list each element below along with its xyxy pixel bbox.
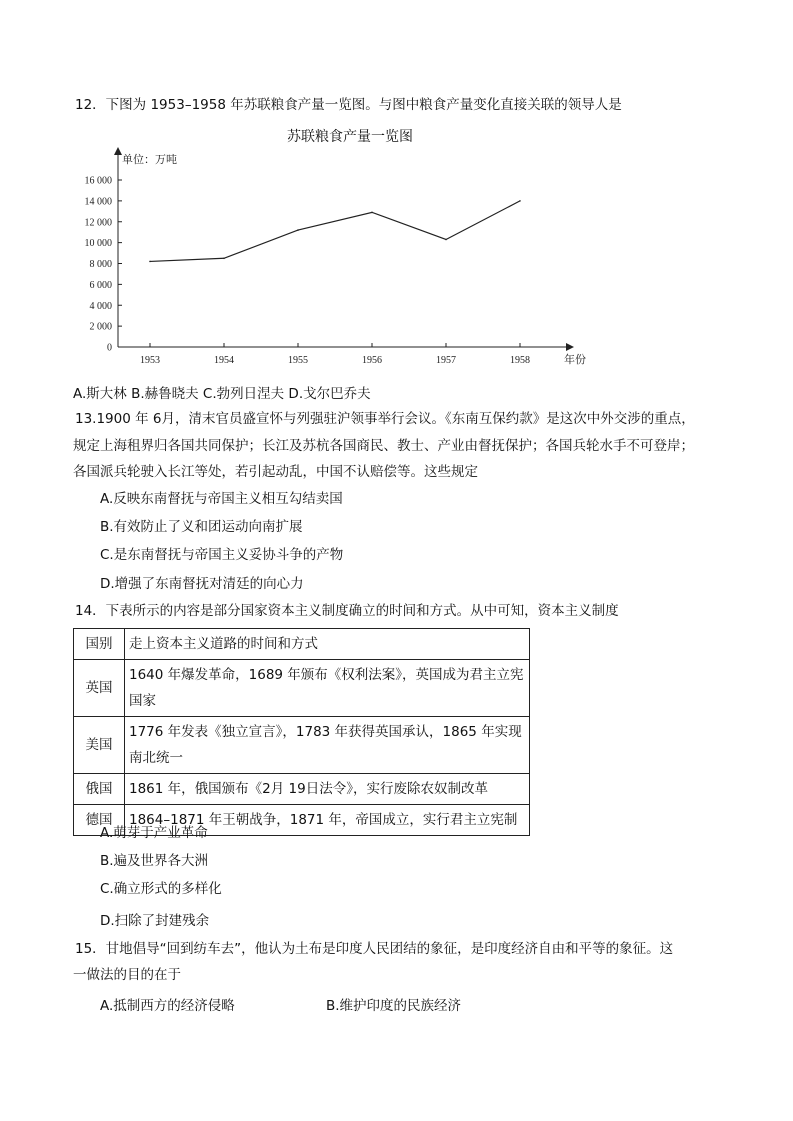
table-header-country: 国别 [74, 629, 125, 660]
grain-output-chart [70, 145, 600, 370]
table-cell-country: 俄国 [74, 774, 125, 805]
y-tick-label: 6 000 [89, 279, 112, 291]
table-cell-content: 1864–1871 年王朝战争，1871 年，帝国成立，实行君主立宪制 [125, 805, 530, 836]
data-point [223, 257, 225, 259]
q13-option-d: D.增强了东南督抚对清廷的向心力 [100, 576, 304, 592]
table-row [74, 774, 530, 805]
q14-stem: 14．下表所示的内容是部分国家资本主义制度确立的时间和方式。从中可知，资本主义制度 [75, 603, 619, 619]
table-row [74, 660, 530, 717]
q14-option-d: D.扫除了封建残余 [100, 913, 210, 929]
chart-title: 苏联粮食产量一览图 [287, 129, 413, 145]
y-tick-label: 10 000 [84, 238, 112, 250]
table-cell-country: 英国 [74, 660, 125, 717]
data-point [297, 229, 299, 231]
x-tick-label: 1953 [140, 355, 160, 366]
y-tick-label: 0 [107, 342, 112, 354]
y-tick-label: 14 000 [84, 196, 112, 208]
x-axis-label: 年份 [564, 354, 586, 366]
x-tick-label: 1957 [436, 355, 456, 366]
q14-option-b: B.遍及世界各大洲 [100, 853, 209, 869]
table-cell-content: 1640 年爆发革命，1689 年颁布《权利法案》，英国成为君主立宪国家 [125, 660, 530, 717]
table-header-content: 走上资本主义道路的时间和方式 [125, 629, 530, 660]
grain-output-series-line [150, 201, 520, 262]
q14-option-c: C.确立形式的多样化 [100, 881, 222, 897]
table-cell-content: 1861 年，俄国颁布《2月 19日法令》，实行废除农奴制改革 [125, 774, 530, 805]
y-tick-label: 2 000 [89, 321, 112, 333]
y-tick-label: 16 000 [84, 175, 112, 187]
table-cell-content: 1776 年发表《独立宣言》，1783 年获得英国承认，1865 年实现南北统一 [125, 717, 530, 774]
q13-stem-line3: 各国派兵轮驶入长江等处，若引起动乱，中国不认赔偿等。这些规定 [73, 464, 478, 480]
table-header-row [74, 629, 530, 660]
y-tick-label: 4 000 [89, 300, 112, 312]
q13-option-b: B.有效防止了义和团运动向南扩展 [100, 519, 303, 535]
q15-option-b: B.维护印度的民族经济 [326, 998, 462, 1014]
q12-options: A.斯大林 B.赫鲁晓夫 C.勃列日涅夫 D.戈尔巴乔夫 [73, 386, 371, 402]
q13-stem-line1: 13.1900 年 6月，清末官员盛宣怀与列强驻沪领事举行会议。《东南互保约款》是这次中外交涉的重点， [75, 411, 695, 427]
q12-stem: 12．下图为 1953–1958 年苏联粮食产量一览图。与图中粮食产量变化直接关联的领导人是 [75, 97, 622, 113]
x-tick-label: 1955 [288, 355, 308, 366]
capitalism-table [73, 628, 530, 836]
q14-option-a: A.萌芽于产业革命 [100, 825, 208, 841]
y-tick-label: 12 000 [84, 217, 112, 229]
table-cell-country: 美国 [74, 717, 125, 774]
x-tick-label: 1956 [362, 355, 382, 366]
q15-stem-line2: 一做法的目的在于 [73, 967, 181, 983]
data-point [149, 261, 151, 263]
data-point [371, 212, 373, 214]
q15-stem-line1: 15．甘地倡导“回到纺车去”，他认为土布是印度人民团结的象征，是印度经济自由和平等的象征。这 [75, 941, 674, 957]
data-point [445, 239, 447, 241]
x-tick-label: 1958 [510, 355, 530, 366]
x-tick-label: 1954 [214, 355, 234, 366]
table-cell-country: 德国 [74, 805, 125, 836]
data-point [519, 200, 521, 202]
q13-option-c: C.是东南督抚与帝国主义妥协斗争的产物 [100, 547, 344, 563]
q13-stem-line2: 规定上海租界归各国共同保护；长江及苏杭各国商民、教士、产业由督抚保护；各国兵轮水手不可登岸； [73, 438, 694, 454]
y-axis-label: 单位：万吨 [122, 154, 177, 166]
q15-option-a: A.抵制西方的经济侵略 [100, 998, 235, 1014]
y-tick-label: 8 000 [89, 259, 112, 270]
table-row [74, 717, 530, 774]
q13-option-a: A.反映东南督抚与帝国主义相互勾结卖国 [100, 491, 343, 507]
